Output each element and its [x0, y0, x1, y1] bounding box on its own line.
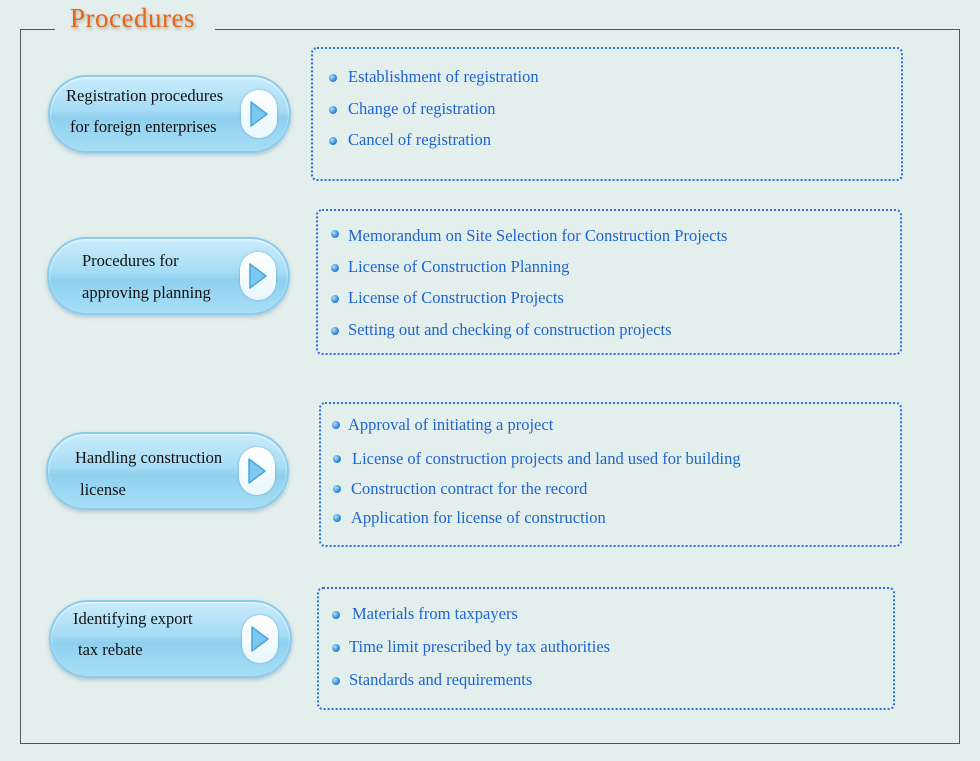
link-cancel-of-registration[interactable]: Cancel of registration — [348, 130, 491, 149]
link-license-construction-projects[interactable]: License of Construction Projects — [348, 288, 564, 307]
construction-license-links-box — [319, 402, 902, 547]
button-label-line-2: tax rebate — [78, 640, 143, 659]
link-standards-and-requirements[interactable]: Standards and requirements — [349, 670, 533, 689]
bullet-icon — [331, 230, 339, 238]
link-approval-initiating-project[interactable]: Approval of initiating a project — [348, 415, 554, 434]
link-memorandum-site-selection[interactable]: Memorandum on Site Selection for Construction Projects — [348, 226, 728, 245]
link-time-limit-tax-authorities[interactable]: Time limit prescribed by tax authorities — [349, 637, 611, 656]
bullet-icon — [331, 327, 339, 335]
page-title: Procedures — [70, 3, 195, 33]
play-arrow-icon — [239, 447, 275, 495]
bullet-icon — [331, 295, 339, 303]
button-label-line-2: for foreign enterprises — [70, 117, 217, 136]
planning-links-box — [316, 209, 902, 355]
link-construction-contract-record[interactable]: Construction contract for the record — [351, 479, 588, 498]
bullet-icon — [329, 106, 337, 114]
button-label-line-1: Handling construction — [75, 448, 223, 467]
bullet-icon — [333, 514, 341, 522]
bullet-icon — [332, 611, 340, 619]
bullet-icon — [332, 677, 340, 685]
frame-right-edge — [959, 29, 960, 744]
button-label-line-1: Registration procedures — [66, 86, 224, 105]
button-label-line-1: Identifying export — [73, 609, 193, 628]
bullet-icon — [333, 485, 341, 493]
approving-planning-button[interactable] — [47, 237, 290, 315]
button-label-line-1: Procedures for — [82, 251, 179, 270]
bullet-icon — [332, 644, 340, 652]
play-arrow-icon — [241, 90, 277, 138]
bullet-icon — [333, 455, 341, 463]
link-setting-out-and-checking[interactable]: Setting out and checking of construction projects — [348, 320, 672, 339]
bullet-icon — [329, 74, 337, 82]
link-change-of-registration[interactable]: Change of registration — [348, 99, 496, 118]
button-label-line-2: license — [80, 480, 126, 499]
registration-links-box — [311, 47, 903, 181]
button-label-line-2: approving planning — [82, 283, 211, 302]
tax-rebate-links-box — [317, 587, 895, 710]
bullet-icon — [329, 137, 337, 145]
play-arrow-icon — [242, 615, 278, 663]
link-license-projects-and-land[interactable]: License of construction projects and land used for building — [352, 449, 741, 468]
registration-procedures-button[interactable] — [48, 75, 291, 153]
link-license-construction-planning[interactable]: License of Construction Planning — [348, 257, 570, 276]
play-arrow-icon — [240, 252, 276, 300]
bullet-icon — [331, 264, 339, 272]
export-tax-rebate-button[interactable] — [49, 600, 292, 678]
handling-construction-license-button[interactable] — [46, 432, 289, 510]
link-establishment-of-registration[interactable]: Establishment of registration — [348, 67, 539, 86]
bullet-icon — [332, 421, 340, 429]
link-materials-from-taxpayers[interactable]: Materials from taxpayers — [352, 604, 518, 623]
link-application-license-construction[interactable]: Application for license of construction — [351, 508, 606, 527]
